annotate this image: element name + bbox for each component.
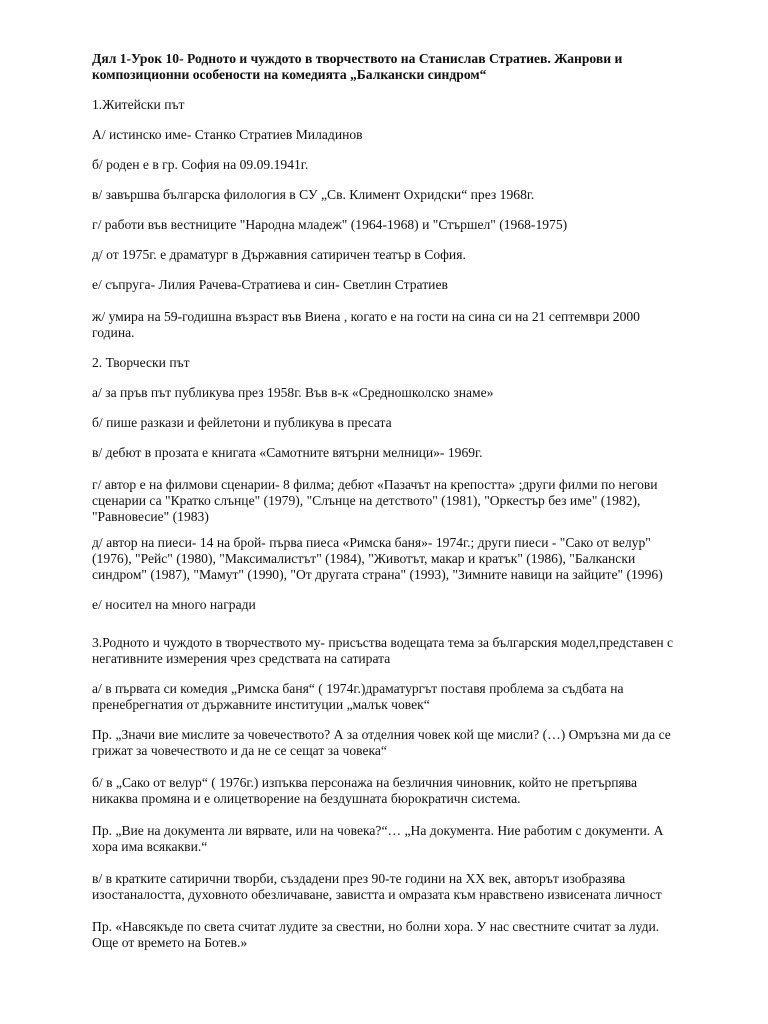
life-item-death: ж/ умира на 59-годишна възраст във Виена , когато е на гости на сина си на 21 септември 2000 година. <box>92 309 640 340</box>
creative-item-plays: д/ автор на пиеси- 14 на брой- първа пиеса «Римска баня»- 1974г.; други пиеси - "Сако от велур" (1976), "Рейс" (1980), "Максималистът" (1984), "Животът, макар и кратък" (1986), "Балкански синдром" (1987), "Мамут" (1990), "От другата страна" (1993), "Зимните навици на зайците" (1996) <box>92 535 663 582</box>
creative-item-stories: б/ пише разкази и фейлетони и публикува в пресата <box>92 415 392 430</box>
life-item-education: в/ завършва българска филология в СУ „Св. Климент Охридски“ през 1968г. <box>92 187 535 202</box>
theme-item-short-satire: в/ в кратките сатирични творби, създадени през 90-те години на ХХ век, авторът изобразява изостаналостта, духовното обезличаване, завистта и омразата към нравствено извисената личност <box>92 871 662 902</box>
creative-item-first-publication: а/ за пръв път публикува през 1958г. Във в-к «Средношколско знаме» <box>92 385 494 400</box>
quote-roman-bath: Пр. „Значи вие мислите за човечеството? А за отделния човек кой ще мисли? (…) Омръзна ми да се грижат за човечеството и да не се сещат за човека“ <box>92 727 671 758</box>
document-body <box>92 51 678 965</box>
creative-item-awards: е/ носител на много награди <box>92 597 256 612</box>
life-item-birth: б/ роден е в гр. София на 09.09.1941г. <box>92 157 309 172</box>
life-item-newspapers: г/ работи във вестниците "Народна младеж" (1964-1968) и "Стършел" (1968-1975) <box>92 217 568 232</box>
theme-item-velvet-jacket: б/ в „Сако от велур“ ( 1976г.) изпъква персонажа на безличния чиновник, който не претърпява никаква промяна и е олицетворение на бездушната бюрократичн система. <box>92 775 638 806</box>
document-title: Дял 1-Урок 10- Родното и чуждото в творчеството на Станислав Стратиев. Жанрови и композиционни особености на комедията „Балкански синдром“ <box>92 51 623 82</box>
section-heading-life: 1.Житейски път <box>92 97 185 112</box>
life-item-real-name: А/ истинско име- Станко Стратиев Миладинов <box>92 127 363 142</box>
creative-item-prose-debut: в/ дебют в прозата е книгата «Самотните вятърни мелници»- 1969г. <box>92 445 483 460</box>
creative-item-screenplays: г/ автор е на филмови сценарии- 8 филма; дебют «Пазачът на крепостта» ;други филми по негови сценарии са "Кратко слънце" (1979), "Слънце на детството" (1981), "Оркестър без име" (1982), "Равновесие" (1983) <box>92 477 658 524</box>
section-heading-creative: 2. Творчески път <box>92 355 190 370</box>
life-item-dramaturg: д/ от 1975г. е драматург в Държавния сатиричен театър в София. <box>92 247 466 262</box>
section-heading-native-foreign: 3.Родното и чуждото в творчеството му- присъства водещата тема за българския модел,представен с негативните измерения чрез средствата на сатирата <box>92 635 674 666</box>
theme-item-roman-bath: а/ в първата си комедия „Римска баня“ ( 1974г.)драматургът поставя проблема за съдбата на пренебрегнатия от държавните институции „малък човек“ <box>92 681 624 712</box>
life-item-family: е/ съпруга- Лилия Рачева-Стратиева и син- Светлин Стратиев <box>92 277 448 292</box>
quote-botev: Пр. «Навсякъде по света считат лудите за свестни, но болни хора. У нас свестните считат за луди. Още от времето на Ботев.» <box>92 919 660 950</box>
quote-velvet-jacket: Пр. „Вие на документа ли вярвате, или на човека?“… „На документа. Ние работим с документи. А хора има всякакви.“ <box>92 823 664 854</box>
